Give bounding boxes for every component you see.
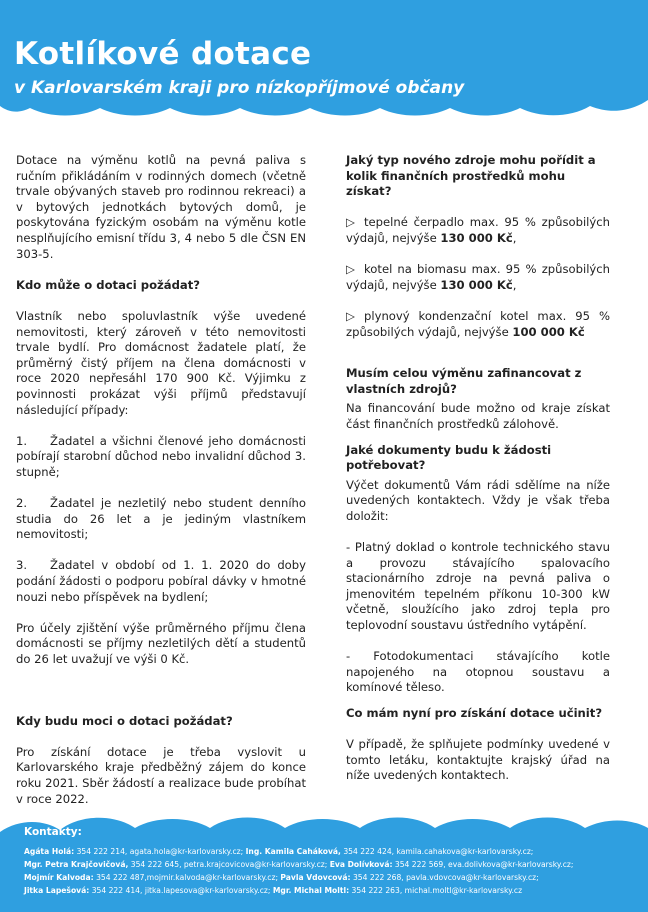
contact-info: 354 222 569, eva.dolivkova@kr-karlovarsky.cz; xyxy=(392,860,574,869)
contact-name: Jitka Lapešová: xyxy=(24,886,90,895)
right-column xyxy=(346,153,610,800)
heading-now: Co mám nyní pro získání dotace učinit? xyxy=(346,706,603,720)
page-subtitle: v Karlovarském kraji pro nízkopříjmové občany xyxy=(14,78,465,98)
document-item-1: - Platný doklad o kontrole technického stavu a provozu stávajícího spalovacího stacionárního zdroje na pevná paliva o jmenovitém tepelném příkonu 10-300 kW včetně, sloužícího jako zdroj tepla pro teplovodní soustavu ústředního vytápění. xyxy=(346,540,610,633)
case-item-1 xyxy=(16,434,306,481)
finance-paragraph: Na financování bude možno od kraje získat část finančních prostředků zálohově. xyxy=(346,401,610,431)
contact-info: 354 222 414, jitka.lapesova@kr-karlovarsky.cz; xyxy=(89,886,273,895)
amount: 100 000 Kč xyxy=(512,324,585,339)
case-item-3 xyxy=(16,558,306,605)
case-text: Žadatel v období od 1. 1. 2020 do doby podání žádosti o podporu pobíral dávky v hmotné nouzi nebo příspěvek na bydlení; xyxy=(16,558,306,604)
contact-name: Mgr. Michal Moltl: xyxy=(272,886,350,895)
contact-name: Pavla Vdovcová: xyxy=(280,873,351,882)
contact-row xyxy=(24,845,634,858)
contact-name: Mgr. Petra Krajčovičová, xyxy=(24,860,129,869)
triangle-bullet-icon: ▷ xyxy=(346,308,355,323)
triangle-bullet-icon: ▷ xyxy=(346,215,355,230)
case-number: 3. xyxy=(16,558,28,573)
contact-info: 354 222 645, petra.krajcovicova@kr-karlovarsky.cz; xyxy=(128,860,330,869)
contact-name: Mojmír Kalvoda: xyxy=(24,873,94,882)
contact-info: 354 222 214, agata.hola@kr-karlovarsky.cz; xyxy=(74,847,246,856)
amount: 130 000 Kč xyxy=(440,277,513,292)
contact-info: 354 222 268, pavla.vdovcova@kr-karlovarsky.cz; xyxy=(350,873,539,882)
intro-paragraph: Dotace na výměnu kotlů na pevná paliva s ručním přikládáním v rodinných domech (včetně trvale obývaných staveb pro rodinnou rekreaci) a v bytových jednotkách bytových domů, je poskytována fyzickým osobám na výměnu kotle nesplňujícího emisní třídu 3, 4 nebo 5 dle ČSN EN 303-5. xyxy=(16,153,306,261)
case-number: 2. xyxy=(16,496,28,511)
who-paragraph: Vlastník nebo spoluvlastník výše uvedené nemovitosti, který zároveň v této nemovitosti trvale bydlí. Pro domácnost žadatele platí, že průměrný čistý příjem na člena domácnosti v roce 2020 nepřesáhl 170 900 Kč. Výjimku z povinnosti prokázat výši příjmů představují následující případy: xyxy=(16,308,306,417)
source-item-3: ▷ plynový kondenzační kotel max. 95 % způsobilých výdajů, nejvýše 100 000 Kč xyxy=(346,308,610,339)
document-item-2: - Fotodokumentaci stávajícího kotle napojeného na otopnou soustavu a komínové těleso. xyxy=(346,649,610,695)
contacts-list xyxy=(24,845,634,897)
source-item-1: ▷ tepelné čerpadlo max. 95 % způsobilých výdajů, nejvýše 130 000 Kč, xyxy=(346,215,610,245)
contact-info: 354 222 424, kamila.cahakova@kr-karlovarsky.cz; xyxy=(340,847,534,856)
contact-row xyxy=(24,871,634,884)
left-column xyxy=(16,153,306,823)
case-text: Žadatel je nezletilý nebo student denního studia do 26 let a je jediným vlastníkem nemovitosti; xyxy=(16,496,306,542)
page-title: Kotlíkové dotace xyxy=(14,36,312,72)
income-note: Pro účely zjištění výše průměrného příjmu člena domácnosti se příjmy nezletilých dětí a studentů do 26 let uvažují ve výši 0 Kč. xyxy=(16,620,306,666)
contact-name: Eva Dolívková: xyxy=(329,860,393,869)
triangle-bullet-icon: ▷ xyxy=(346,262,355,277)
contact-row xyxy=(24,884,634,897)
when-paragraph: Pro získání dotace je třeba vyslovit u Karlovarského kraje předběžný zájem do konce roku 2021. Sběr žádostí a realizace bude probíhat v roce 2022. xyxy=(16,744,306,806)
heading-type: Jaký typ nového zdroje mohu pořídit a kolik finančních prostředků mohu získat? xyxy=(346,153,596,199)
heading-when: Kdy budu moci o dotaci požádat? xyxy=(16,713,233,728)
heading-who: Kdo může o dotaci požádat? xyxy=(16,277,201,292)
source-item-2: ▷ kotel na biomasu max. 95 % způsobilých výdajů, nejvýše 130 000 Kč, xyxy=(346,262,610,292)
amount: 130 000 Kč xyxy=(440,230,513,245)
contact-info: 354 222 487,mojmir.kalvoda@kr-karlovarsky.cz; xyxy=(93,873,281,882)
heading-finance: Musím celou výměnu zafinancovat z vlastních zdrojů? xyxy=(346,366,582,396)
case-number: 1. xyxy=(16,433,28,448)
heading-documents: Jaké dokumenty budu k žádosti potřebovat? xyxy=(346,442,552,473)
contacts-heading: Kontakty: xyxy=(24,826,82,838)
now-paragraph: V případě, že splňujete podmínky uvedené v tomto letáku, kontaktujte krajský úřad na níže uvedených kontaktech. xyxy=(346,737,610,783)
contact-row xyxy=(24,858,634,871)
contact-name: Agáta Holá: xyxy=(24,847,75,856)
contact-info: 354 222 263, michal.moltl@kr-karlovarsky.cz xyxy=(349,886,523,895)
contact-name: Ing. Kamila Caháková, xyxy=(245,847,341,856)
case-text: Žadatel a všichni členové jeho domácnosti pobírají starobní důchod nebo invalidní důchod 3. stupně; xyxy=(16,433,306,479)
documents-paragraph: Výčet dokumentů Vám rádi sdělíme na níže uvedených kontaktech. Vždy je však třeba doložit: xyxy=(346,477,610,523)
case-item-2 xyxy=(16,496,306,543)
